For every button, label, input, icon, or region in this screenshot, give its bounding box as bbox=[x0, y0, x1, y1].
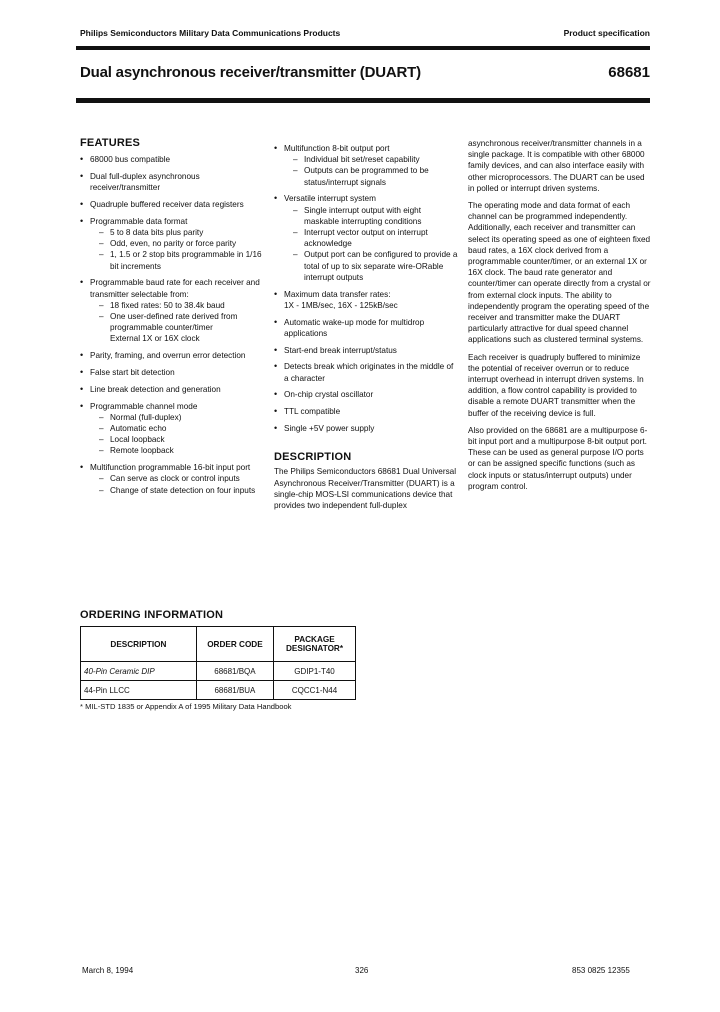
ordering-heading: ORDERING INFORMATION bbox=[80, 609, 224, 621]
ordering-footnote: * MIL-STD 1835 or Appendix A of 1995 Military Data Handbook bbox=[80, 702, 292, 711]
feature-subitem: – 18 fixed rates: 50 to 38.4k baud bbox=[90, 300, 268, 311]
feature-item bbox=[80, 462, 268, 496]
footer-page-number: 326 bbox=[355, 966, 369, 975]
feature-text: Multifunction programmable 16-bit input port bbox=[90, 463, 251, 473]
feature-sublist bbox=[90, 227, 268, 272]
feature-sublist bbox=[90, 473, 268, 495]
table-cell: GDIP1-T40 bbox=[274, 662, 356, 681]
feature-text: Programmable data format bbox=[90, 216, 188, 226]
running-header-right: Product specification bbox=[563, 28, 650, 38]
description-heading: DESCRIPTION bbox=[274, 451, 352, 464]
running-header-left: Philips Semiconductors Military Data Communications Products bbox=[80, 28, 341, 38]
feature-text: 68000 bus compatible bbox=[90, 155, 171, 165]
feature-subitem: – Individual bit set/reset capability bbox=[284, 154, 458, 165]
description-paragraph: Also provided on the 68681 are a multipurpose 6-bit input port and a multipurpose 8-bit output port. These can be used as general purpose I/O ports or can be assigned specific functions (such as clock inputs or status/interrupt outputs) under program control. bbox=[468, 425, 648, 491]
feature-text: Automatic wake-up mode for multidrop applications bbox=[284, 317, 425, 338]
feature-subitem: – Normal (full-duplex) bbox=[90, 412, 268, 423]
table-row bbox=[81, 681, 356, 700]
table-cell: 44-Pin LLCC bbox=[81, 681, 197, 700]
feature-text: Maximum data transfer rates: bbox=[284, 289, 391, 299]
feature-text: Single +5V power supply bbox=[284, 424, 375, 434]
feature-text: Parity, framing, and overrun error detection bbox=[90, 351, 246, 361]
feature-subitem: – Can serve as clock or control inputs bbox=[90, 473, 268, 484]
description-paragraphs bbox=[468, 138, 652, 492]
feature-sublist bbox=[284, 205, 458, 283]
feature-text: False start bit detection bbox=[90, 368, 175, 378]
col-description: DESCRIPTION bbox=[81, 627, 197, 662]
description-paragraph: The operating mode and data format of each channel can be programmed independently. Additionally, each receiver and transmitter can select its operating speed as one of eighteen fixed baud rates, a 16X clock derived from a programmable counter/timer, or an external 1X or 16X clock. The baud rate generator and counter/timer can operate directly from a crystal or from external clock inputs. The ability to independently program the operating speed of the receiver and transmitter make the DUART particularly attractive for dual speed channel applications such as clustered terminal systems. bbox=[468, 201, 651, 345]
part-number: 68681 bbox=[608, 64, 650, 81]
feature-item bbox=[274, 193, 458, 283]
col-order-code: ORDER CODE bbox=[196, 627, 273, 662]
feature-item bbox=[274, 317, 458, 339]
feature-text: Multifunction 8-bit output port bbox=[284, 144, 390, 153]
document-title: Dual asynchronous receiver/transmitter (DUART) bbox=[80, 64, 421, 81]
description-intro: The Philips Semiconductors 68681 Dual Universal Asynchronous Receiver/Transmitter (DUART) is a single-chip MOS-LSI communications device that provides two independent full-duplex bbox=[274, 467, 457, 511]
feature-subitem: – Odd, even, no parity or force parity bbox=[90, 238, 268, 249]
feature-subitem: – Outputs can be programmed to be status/interrupt signals bbox=[284, 165, 458, 187]
feature-item bbox=[274, 361, 458, 383]
features-column-middle bbox=[274, 143, 458, 517]
table-cell: CQCC1-N44 bbox=[274, 681, 356, 700]
feature-text: Start-end break interrupt/status bbox=[284, 345, 397, 355]
feature-subitem: – One user-defined rate derived from programmable counter/timer bbox=[90, 311, 268, 333]
feature-subitem: – Remote loopback bbox=[90, 445, 268, 456]
footer-doc-code: 853 0825 12355 bbox=[572, 966, 630, 975]
footer-date: March 8, 1994 bbox=[82, 966, 134, 975]
col-package-designator: PACKAGE DESIGNATOR* bbox=[274, 627, 356, 662]
feature-item bbox=[80, 199, 268, 210]
feature-text: Programmable channel mode bbox=[90, 401, 198, 411]
table-row bbox=[81, 662, 356, 681]
feature-sublist bbox=[90, 412, 268, 457]
table-cell: 68681/BUA bbox=[196, 681, 273, 700]
feature-item bbox=[80, 401, 268, 457]
feature-text: Line break detection and generation bbox=[90, 384, 221, 394]
table-cell: 68681/BQA bbox=[196, 662, 273, 681]
feature-subitem: – Interrupt vector output on interrupt acknowledge bbox=[284, 227, 458, 249]
feature-item bbox=[80, 367, 268, 378]
feature-item bbox=[80, 154, 268, 165]
feature-text: Versatile interrupt system bbox=[284, 194, 376, 204]
ordering-table bbox=[80, 626, 356, 700]
feature-subitem: – Local loopback bbox=[90, 434, 268, 445]
feature-subitem: – Single interrupt output with eight maskable interrupting conditions bbox=[284, 205, 458, 227]
feature-item bbox=[274, 406, 458, 417]
feature-subitem: – Output port can be configured to provide a total of up to six separate wire-ORable interrupt outputs bbox=[284, 249, 458, 283]
header-rule-top bbox=[76, 46, 650, 50]
feature-item bbox=[274, 289, 458, 311]
feature-text: Dual full-duplex asynchronous receiver/transmitter bbox=[90, 172, 200, 193]
description-paragraph: Each receiver is quadruply buffered to minimize the potential of receiver overrun or to reduce interrupt overhead in interrupt driven systems. In addition, a flow control capability is provided to disable a remote DUART transmitter when the buffer of the receiving device is full. bbox=[468, 352, 644, 418]
description-paragraph: asynchronous receiver/transmitter channels in a single package. It is compatible with other 68000 family devices, and can also interface easily with other microprocessors. The DUART can be used in polled or interrupt driven systems. bbox=[468, 139, 645, 193]
feature-sublist bbox=[284, 154, 458, 188]
feature-item bbox=[80, 277, 268, 344]
feature-sublist bbox=[90, 300, 268, 334]
features-list-left bbox=[80, 154, 268, 496]
feature-item bbox=[80, 171, 268, 193]
feature-subitem: – 5 to 8 data bits plus parity bbox=[90, 227, 268, 238]
ordering-table-header bbox=[81, 627, 356, 662]
features-column-left bbox=[80, 138, 268, 501]
features-list-right bbox=[274, 143, 458, 434]
feature-item bbox=[80, 216, 268, 272]
feature-text: On-chip crystal oscillator bbox=[284, 390, 374, 400]
feature-item bbox=[80, 350, 268, 361]
feature-subitem: – 1, 1.5 or 2 stop bits programmable in 1/16 bit increments bbox=[90, 249, 268, 271]
description-column-right bbox=[468, 138, 652, 498]
feature-note: 1X - 1MB/sec, 16X - 125kB/sec bbox=[284, 300, 398, 310]
feature-item bbox=[274, 143, 458, 188]
feature-text: Programmable baud rate for each receiver and transmitter selectable from: bbox=[90, 278, 260, 299]
feature-text: Quadruple buffered receiver data registers bbox=[90, 200, 244, 209]
feature-subitem: – Automatic echo bbox=[90, 423, 268, 434]
ordering-section bbox=[80, 609, 360, 711]
feature-item bbox=[274, 345, 458, 356]
feature-text: TTL compatible bbox=[284, 407, 341, 417]
feature-item bbox=[274, 389, 458, 400]
feature-item bbox=[274, 423, 458, 434]
header-rule-bottom bbox=[76, 98, 650, 103]
features-heading: FEATURES bbox=[80, 137, 141, 149]
feature-item bbox=[80, 384, 268, 395]
feature-note: External 1X or 16X clock bbox=[110, 334, 200, 344]
table-cell: 40-Pin Ceramic DIP bbox=[81, 662, 197, 681]
feature-subitem: – Change of state detection on four inputs bbox=[90, 485, 268, 496]
feature-text: Detects break which originates in the middle of a character bbox=[284, 362, 454, 383]
